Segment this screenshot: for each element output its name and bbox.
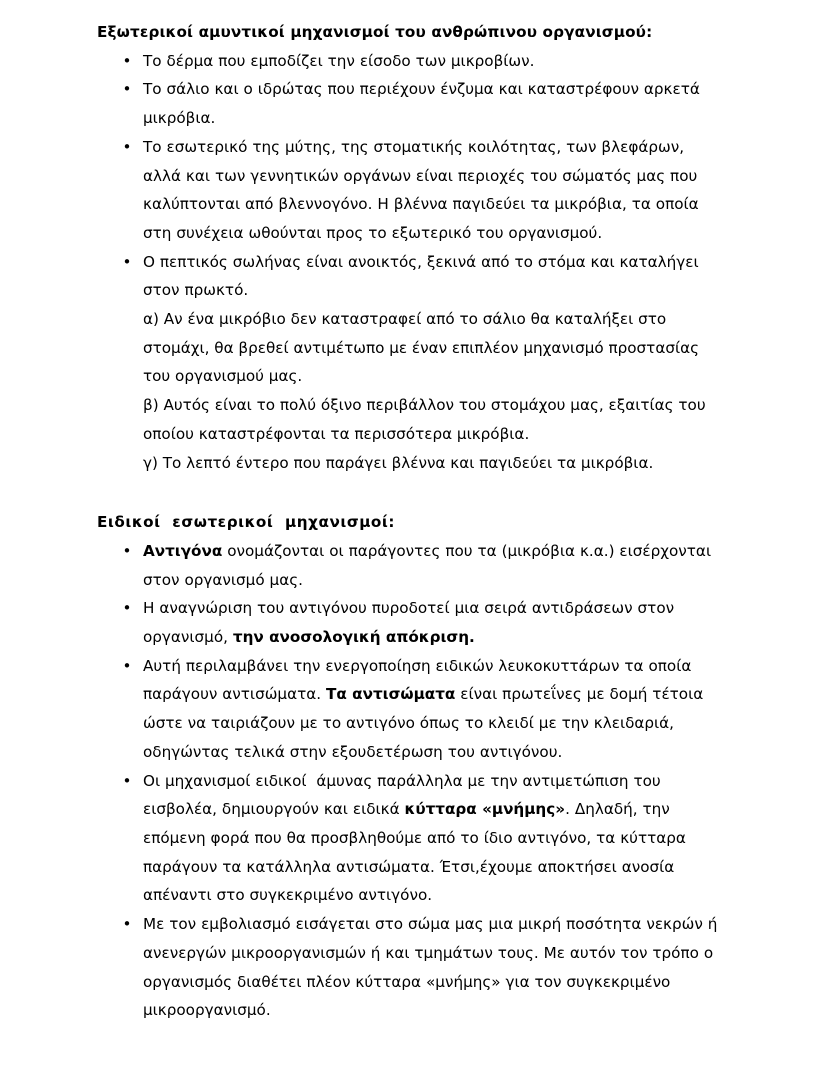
list-item-text-lead: Οι μηχανισμοί ειδικοί άμυνας παράλληλα με την αντιμετώπιση του εισβολέα, δημιουργούν και ειδικά bbox=[143, 771, 666, 819]
bullet-icon: • bbox=[122, 252, 132, 271]
list-item bbox=[97, 75, 720, 132]
list-item-text-lead: Η αναγνώριση του αντιγόνου πυροδοτεί μια σειρά αντιδράσεων στον οργανισμό, bbox=[143, 599, 680, 647]
bullet-icon: • bbox=[122, 51, 132, 70]
sub-item-c: γ) Το λεπτό έντερο που παράγει βλέννα και παγιδεύει τα μικρόβια. bbox=[143, 453, 654, 472]
list-item bbox=[97, 594, 720, 651]
list-item bbox=[97, 133, 720, 248]
list-item bbox=[97, 910, 723, 1025]
list-item-text-rest: ονομάζονται οι παράγοντες που τα (μικρόβια κ.α.) εισέρχονται στον οργανισμό μας. bbox=[143, 541, 717, 589]
bullet-list-external bbox=[97, 47, 720, 478]
sub-item-b: β) Αυτός είναι το πολύ όξινο περιβάλλον του στομάχου μας, εξαιτίας του οποίου καταστρέφονται τα περισσότερα μικρόβια. bbox=[143, 396, 711, 443]
list-item-text-lead: Αυτή περιλαμβάνει την ενεργοποίηση ειδικών λευκοκυττάρων τα οποία παράγουν αντισώματα. bbox=[143, 656, 697, 704]
list-item bbox=[97, 537, 720, 594]
bullet-icon: • bbox=[122, 915, 132, 934]
bullet-list-internal bbox=[97, 537, 723, 1025]
bullet-icon: • bbox=[122, 656, 132, 675]
bullet-icon: • bbox=[122, 599, 132, 618]
section-internal-mechanisms bbox=[97, 508, 723, 1025]
bullet-icon: • bbox=[122, 137, 132, 156]
emphasis-immune-response: την ανοσολογική απόκριση. bbox=[232, 628, 475, 647]
document-body bbox=[97, 18, 723, 1025]
list-item-text: Ο πεπτικός σωλήνας είναι ανοικτός, ξεκινά από το στόμα και καταλήγει στον πρωκτό. bbox=[143, 252, 704, 300]
list-item-text bbox=[143, 537, 720, 594]
list-item bbox=[97, 652, 720, 767]
list-item-text-rest: . Δηλαδή, την επόμενη φορά που θα προσβληθούμε από το ίδιο αντιγόνο, τα κύτταρα παράγουν τα κατάλληλα αντισώματα. Έτσι,έχουμε αποκτήσει ανοσία απέναντι στο συγκεκριμένο αντιγόνο. bbox=[143, 800, 691, 905]
emphasis-memory-cells: κύτταρα «μνήμης» bbox=[404, 800, 566, 819]
list-item-text: Το σάλιο και ο ιδρώτας που περιέχουν ένζυμα και καταστρέφουν αρκετά μικρόβια. bbox=[143, 80, 705, 128]
list-item bbox=[97, 248, 720, 478]
list-item-text: Το δέρμα που εμποδίζει την είσοδο των μικροβίων. bbox=[143, 51, 535, 70]
section-divider bbox=[97, 477, 720, 508]
list-item bbox=[97, 767, 720, 911]
section-external-mechanisms bbox=[97, 18, 720, 477]
list-item-text: Το εσωτερικό της μύτης, της στοματικής κοιλότητας, των βλεφάρων, αλλά και των γεννητικών οργάνων είναι περιοχές του σώματός μας που καλύπτονται από βλεννογόνο. Η βλέννα παγιδεύει τα μικρόβια, τα οποία στη συνέχεια ωθούνται προς το εξωτερικό του οργανισμού. bbox=[143, 137, 704, 242]
bullet-icon: • bbox=[122, 80, 132, 99]
list-item-text bbox=[143, 594, 720, 651]
bullet-icon: • bbox=[122, 541, 132, 560]
list-item-text-rest: είναι πρωτεΐνες με δομή τέτοια ώστε να ταιριάζουν με το αντιγόνο όπως το κλειδί με την κλειδαριά, οδηγώντας τελικά στην εξουδετέρωση του αντιγόνου. bbox=[143, 685, 709, 761]
emphasis-antigens: Αντιγόνα bbox=[143, 541, 223, 560]
list-item-text: Με τον εμβολιασμό εισάγεται στο σώμα μας μια μικρή ποσότητα νεκρών ή ανενεργών μικροοργανισμών ή και τμημάτων τους. Με αυτόν τον τρόπο ο οργανισμός διαθέτει πλέον κύτταρα «μνήμης» για τον συγκεκριμένο μικροοργανισμό. bbox=[143, 915, 723, 1020]
list-item bbox=[97, 47, 720, 76]
section-heading-internal: Ειδικοί εσωτερικοί μηχανισμοί: bbox=[97, 513, 396, 532]
bullet-icon: • bbox=[122, 771, 132, 790]
emphasis-antibodies: Τα αντισώματα bbox=[326, 685, 456, 704]
sub-item-a: α) Αν ένα μικρόβιο δεν καταστραφεί από το σάλιο θα καταλήξει στο στομάχι, θα βρεθεί αντιμέτωπο με έναν επιπλέον μηχανισμό προστασίας του οργανισμού μας. bbox=[143, 310, 704, 386]
list-item-text bbox=[143, 652, 720, 767]
section-heading-external: Εξωτερικοί αμυντικοί μηχανισμοί του ανθρώπινου οργανισμού: bbox=[97, 23, 653, 41]
list-item-text bbox=[143, 767, 720, 911]
